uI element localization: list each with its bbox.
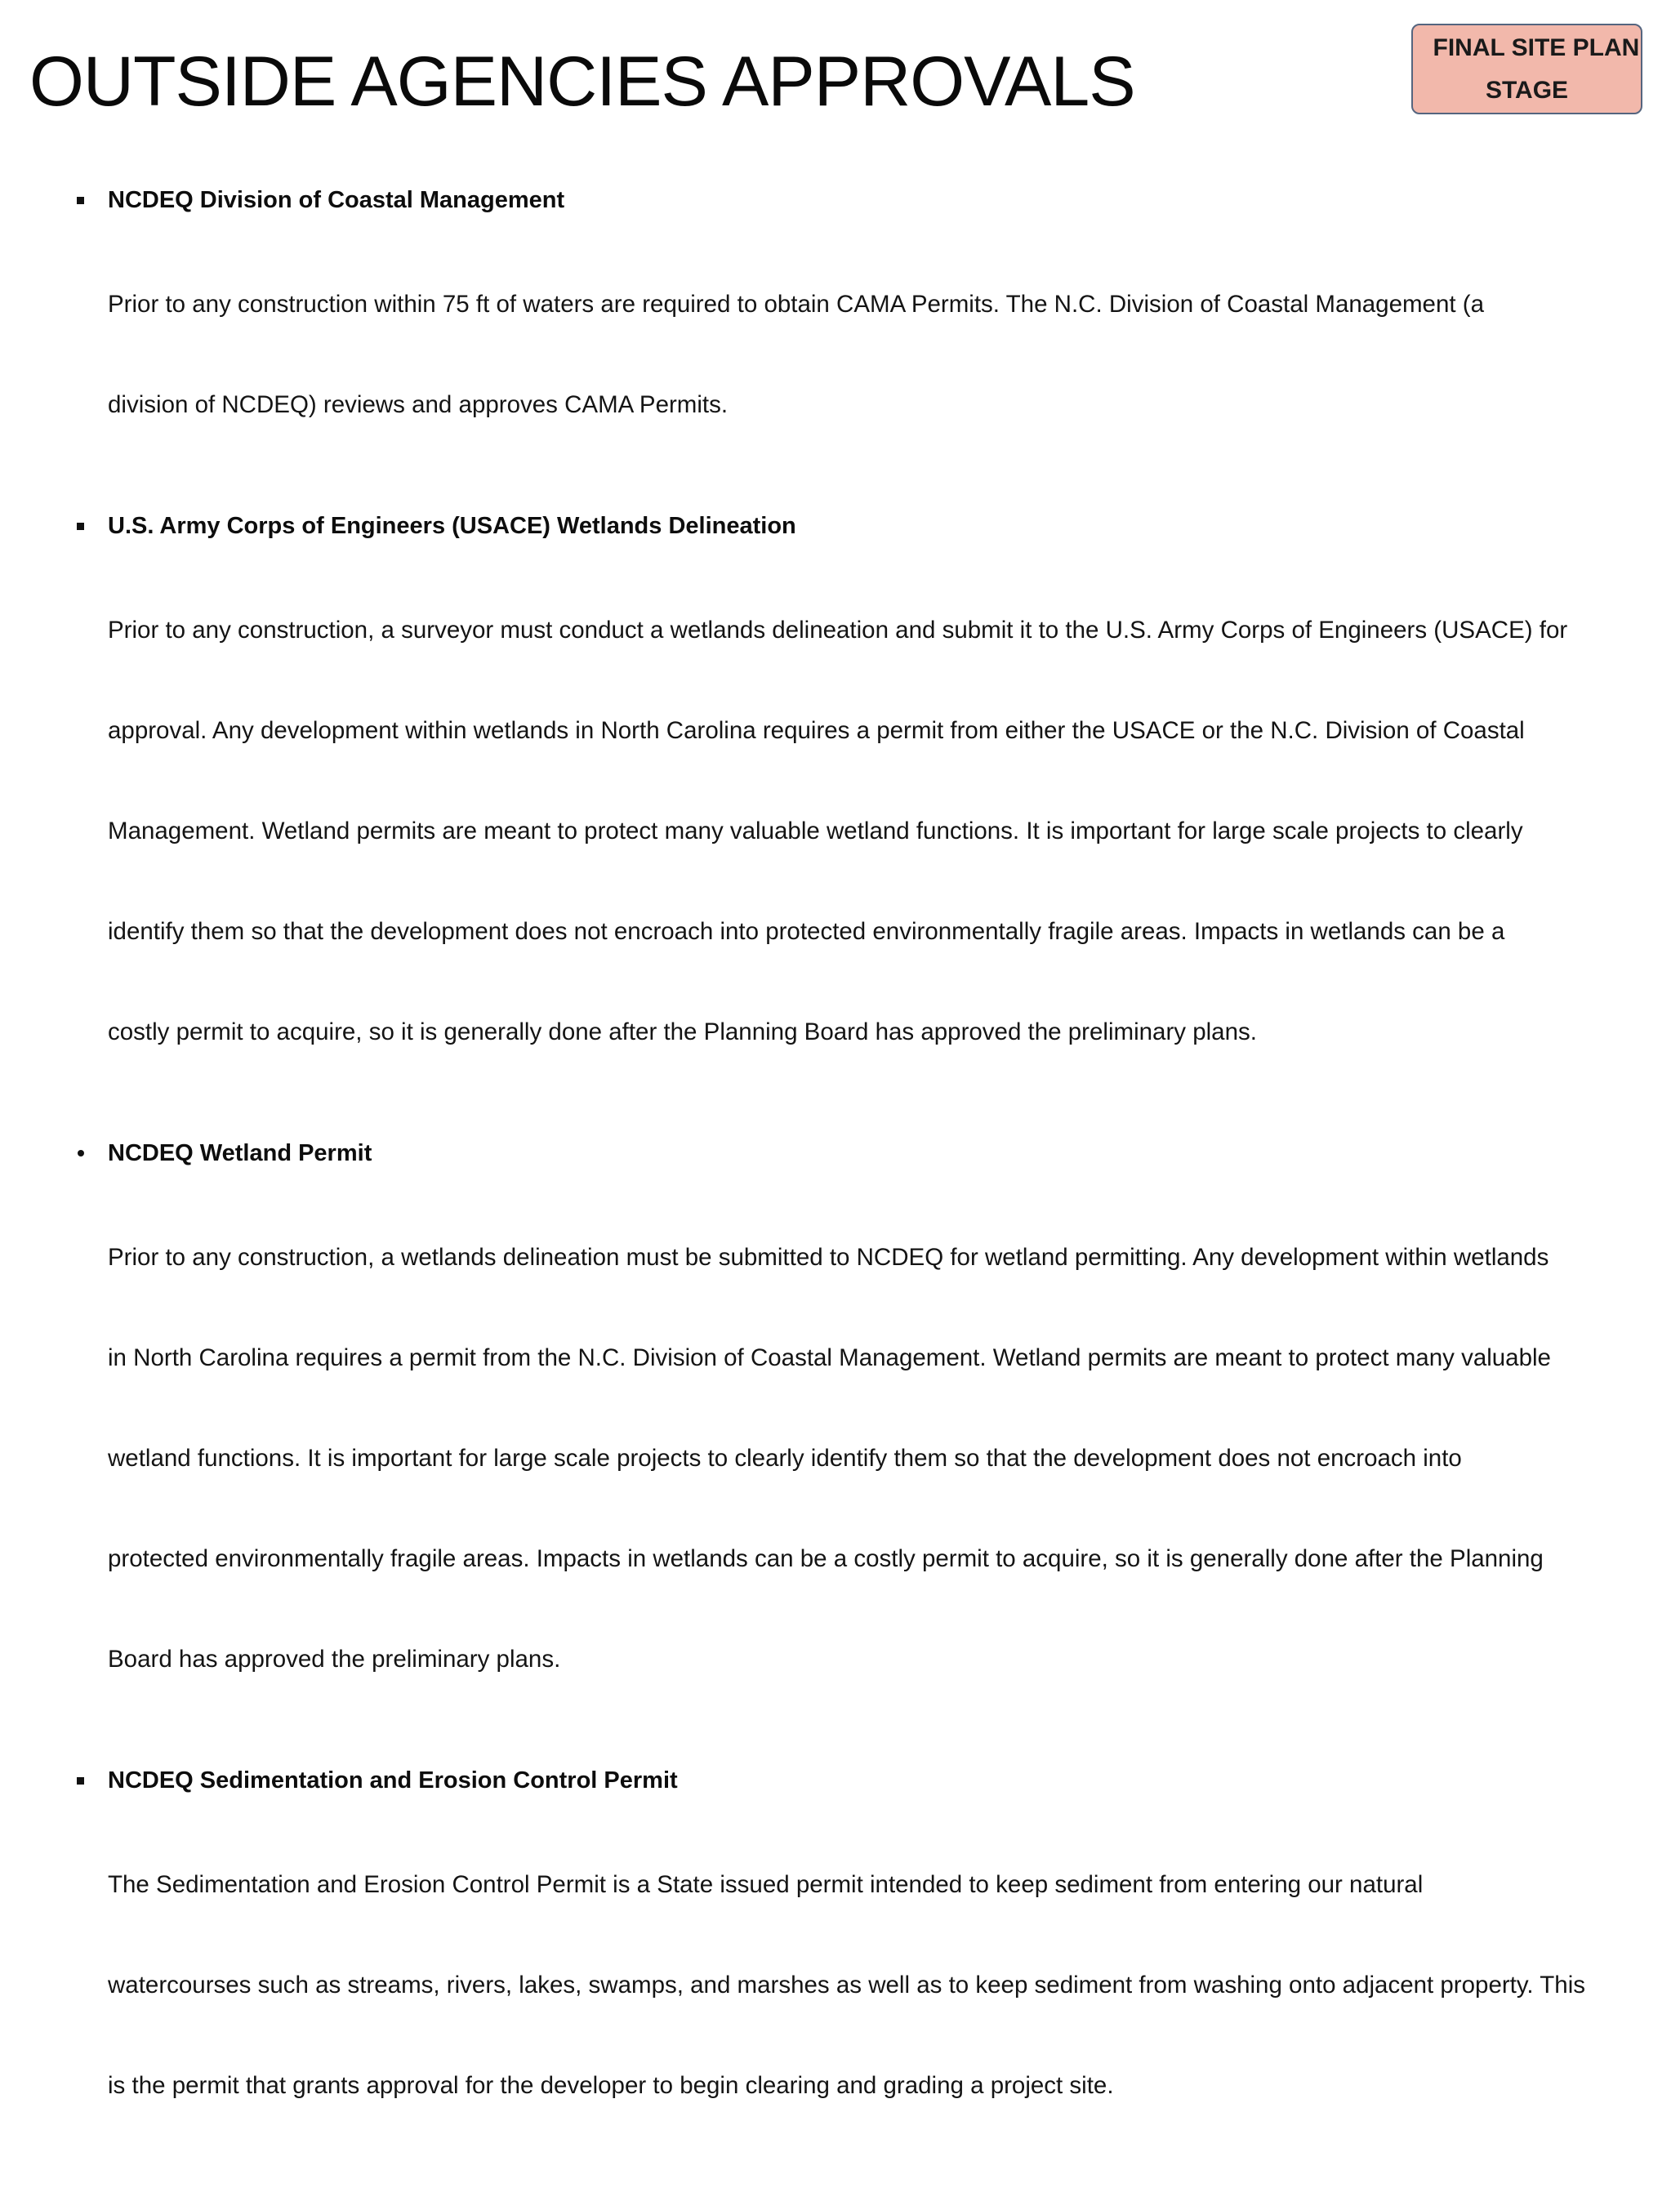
stage-badge [1411, 24, 1642, 114]
body-line: Board has approved the preliminary plans. [108, 1646, 561, 1673]
section-body [108, 221, 1680, 488]
body-line: Management. Wetland permits are meant to protect many valuable wetland functions. It is important for large scale projects to clearly [108, 818, 1523, 844]
stage-badge-line-2: STAGE [1485, 76, 1569, 104]
section-body [108, 546, 1680, 1116]
body-line: protected environmentally fragile areas. Impacts in wetlands can be a costly permit to acquire, so it is generally done after the Planning [108, 1545, 1544, 1572]
section-coastal-management [74, 181, 1666, 488]
body-line: division of NCDEQ) reviews and approves CAMA Permits. [108, 391, 729, 418]
section-heading: NCDEQ Sedimentation and Erosion Control Permit [108, 1767, 678, 1794]
section-wetland-permit [74, 1134, 1666, 1743]
square-bullet-icon [77, 507, 93, 545]
body-line: Prior to any construction, a wetlands delineation must be submitted to NCDEQ for wetland permitting. Any development within wetlands [108, 1244, 1549, 1271]
body-line: is the permit that grants approval for the developer to begin clearing and grading a project site. [108, 2072, 1114, 2099]
body-line: The Sedimentation and Erosion Control Permit is a State issued permit intended to keep sediment from entering our natural [108, 1871, 1424, 1898]
square-bullet-icon [77, 181, 93, 219]
section-body [108, 1801, 1680, 2169]
body-line: Prior to any construction within 75 ft of waters are required to obtain CAMA Permits. The N.C. Division of Coastal Management (a [108, 291, 1484, 318]
body-line: watercourses such as streams, rivers, lakes, swamps, and marshes as well as to keep sediment from washing onto adjacent property. This [108, 1972, 1586, 1999]
section-usace-wetlands-delineation [74, 507, 1666, 1116]
section-heading: NCDEQ Wetland Permit [108, 1140, 372, 1166]
section-sedimentation-erosion-control [74, 1762, 1666, 2169]
body-line: costly permit to acquire, so it is generally done after the Planning Board has approved the preliminary plans. [108, 1018, 1257, 1045]
round-bullet-icon [77, 1134, 93, 1172]
section-body [108, 1174, 1680, 1743]
approvals-list [74, 181, 1666, 2188]
stage-badge-line-1: FINAL SITE PLAN [1433, 33, 1640, 61]
section-heading: NCDEQ Division of Coastal Management [108, 187, 565, 213]
stage-badge-label [1433, 27, 1640, 112]
body-line: in North Carolina requires a permit from the N.C. Division of Coastal Management. Wetland permits are meant to protect many valuable [108, 1344, 1551, 1371]
body-line: identify them so that the development does not encroach into protected environmentally fragile areas. Impacts in wetlands can be a [108, 918, 1505, 945]
section-heading: U.S. Army Corps of Engineers (USACE) Wetlands Delineation [108, 513, 796, 539]
square-bullet-icon [77, 1762, 93, 1799]
slide-title: OUTSIDE AGENCIES APPROVALS [29, 42, 1135, 121]
body-line: wetland functions. It is important for large scale projects to clearly identify them so that the development does not encroach into [108, 1445, 1462, 1472]
body-line: Prior to any construction, a surveyor must conduct a wetlands delineation and submit it to the U.S. Army Corps of Engineers (USACE) for [108, 617, 1568, 644]
body-line: approval. Any development within wetlands in North Carolina requires a permit from either the USACE or the N.C. Division of Coastal [108, 717, 1525, 744]
